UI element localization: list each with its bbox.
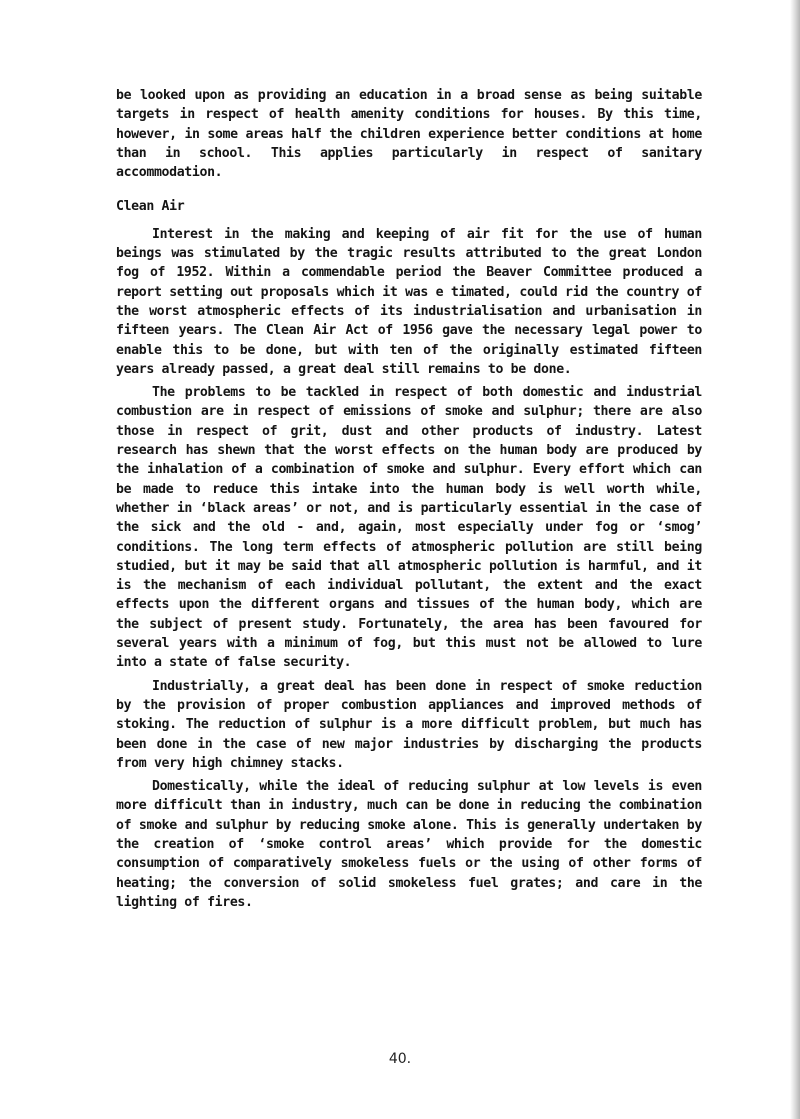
document-body xyxy=(116,86,702,912)
intro-paragraph: be looked upon as providing an education in a broad sense as being suitable targets in respect of health amenity conditions for houses. By this time, however, in some areas half the children experience better conditions at home than in school. This applies particularly in respect of sanitary accommodation. xyxy=(116,88,702,181)
paragraph-domestically: Domestically, while the ideal of reducing sulphur at low levels is even more difficult than in industry, much can be done in reducing the combination of smoke and sulphur by reducing smoke alone. This is generally undertaken by the creation of ‘smoke control areas’ which provide for the domestic consumption of comparatively smokeless fuels or the using of other forms of heating; the conversion of solid smokeless fuel grates; and care in the lighting of fires. xyxy=(116,779,702,910)
section-heading: Clean Air xyxy=(116,199,185,215)
page-edge-shadow xyxy=(790,0,800,1119)
page-number: 40. xyxy=(388,1051,412,1067)
paragraph-clean-air-interest: Interest in the making and keeping of air fit for the use of human beings was stimulated by the tragic results attributed to the great London fog of 1952. Within a commendable period the Beaver Committee produced a report setting out proposals which it was e timated, could rid the country of the worst atmospheric effects of its industrialisation and urbanisation in fifteen years. The Clean Air Act of 1956 gave the necessary legal power to enable this to be done, but with ten of the originally estimated fifteen years already passed, a great deal still remains to be done. xyxy=(116,226,702,377)
paragraph-industrially: Industrially, a great deal has been done in respect of smoke reduction by the provision of proper combustion appliances and improved methods of stoking. The reduction of sulphur is a more difficult problem, but much has been done in the case of new major industries by discharging the products from very high chimney stacks. xyxy=(116,678,702,771)
paragraph-problems: The problems to be tackled in respect of both domestic and industrial combustion are in respect of emissions of smoke and sulphur; there are also those in respect of grit, dust and other products of industry. Latest research has shewn that the worst effects on the human body are produced by the inhalation of a combination of smoke and sulphur. Every effort which can be made to reduce this intake into the human body is well worth while, whether in ‘black areas’ or not, and is particularly essential in the case of the sick and the old - and, again, most especially under fog or ‘smog’ conditions. The long term effects of atmospheric pollution are still being studied, but it may be said that all atmospheric pollution is harmful, and it is the mechanism of each individual pollutant, the extent and the exact effects upon the different organs and tissues of the human body, which are the subject of present study. Fortunately, the area has been favoured for several years with a minimum of fog, but this must not be allowed to lure into a state of false security. xyxy=(116,385,702,671)
